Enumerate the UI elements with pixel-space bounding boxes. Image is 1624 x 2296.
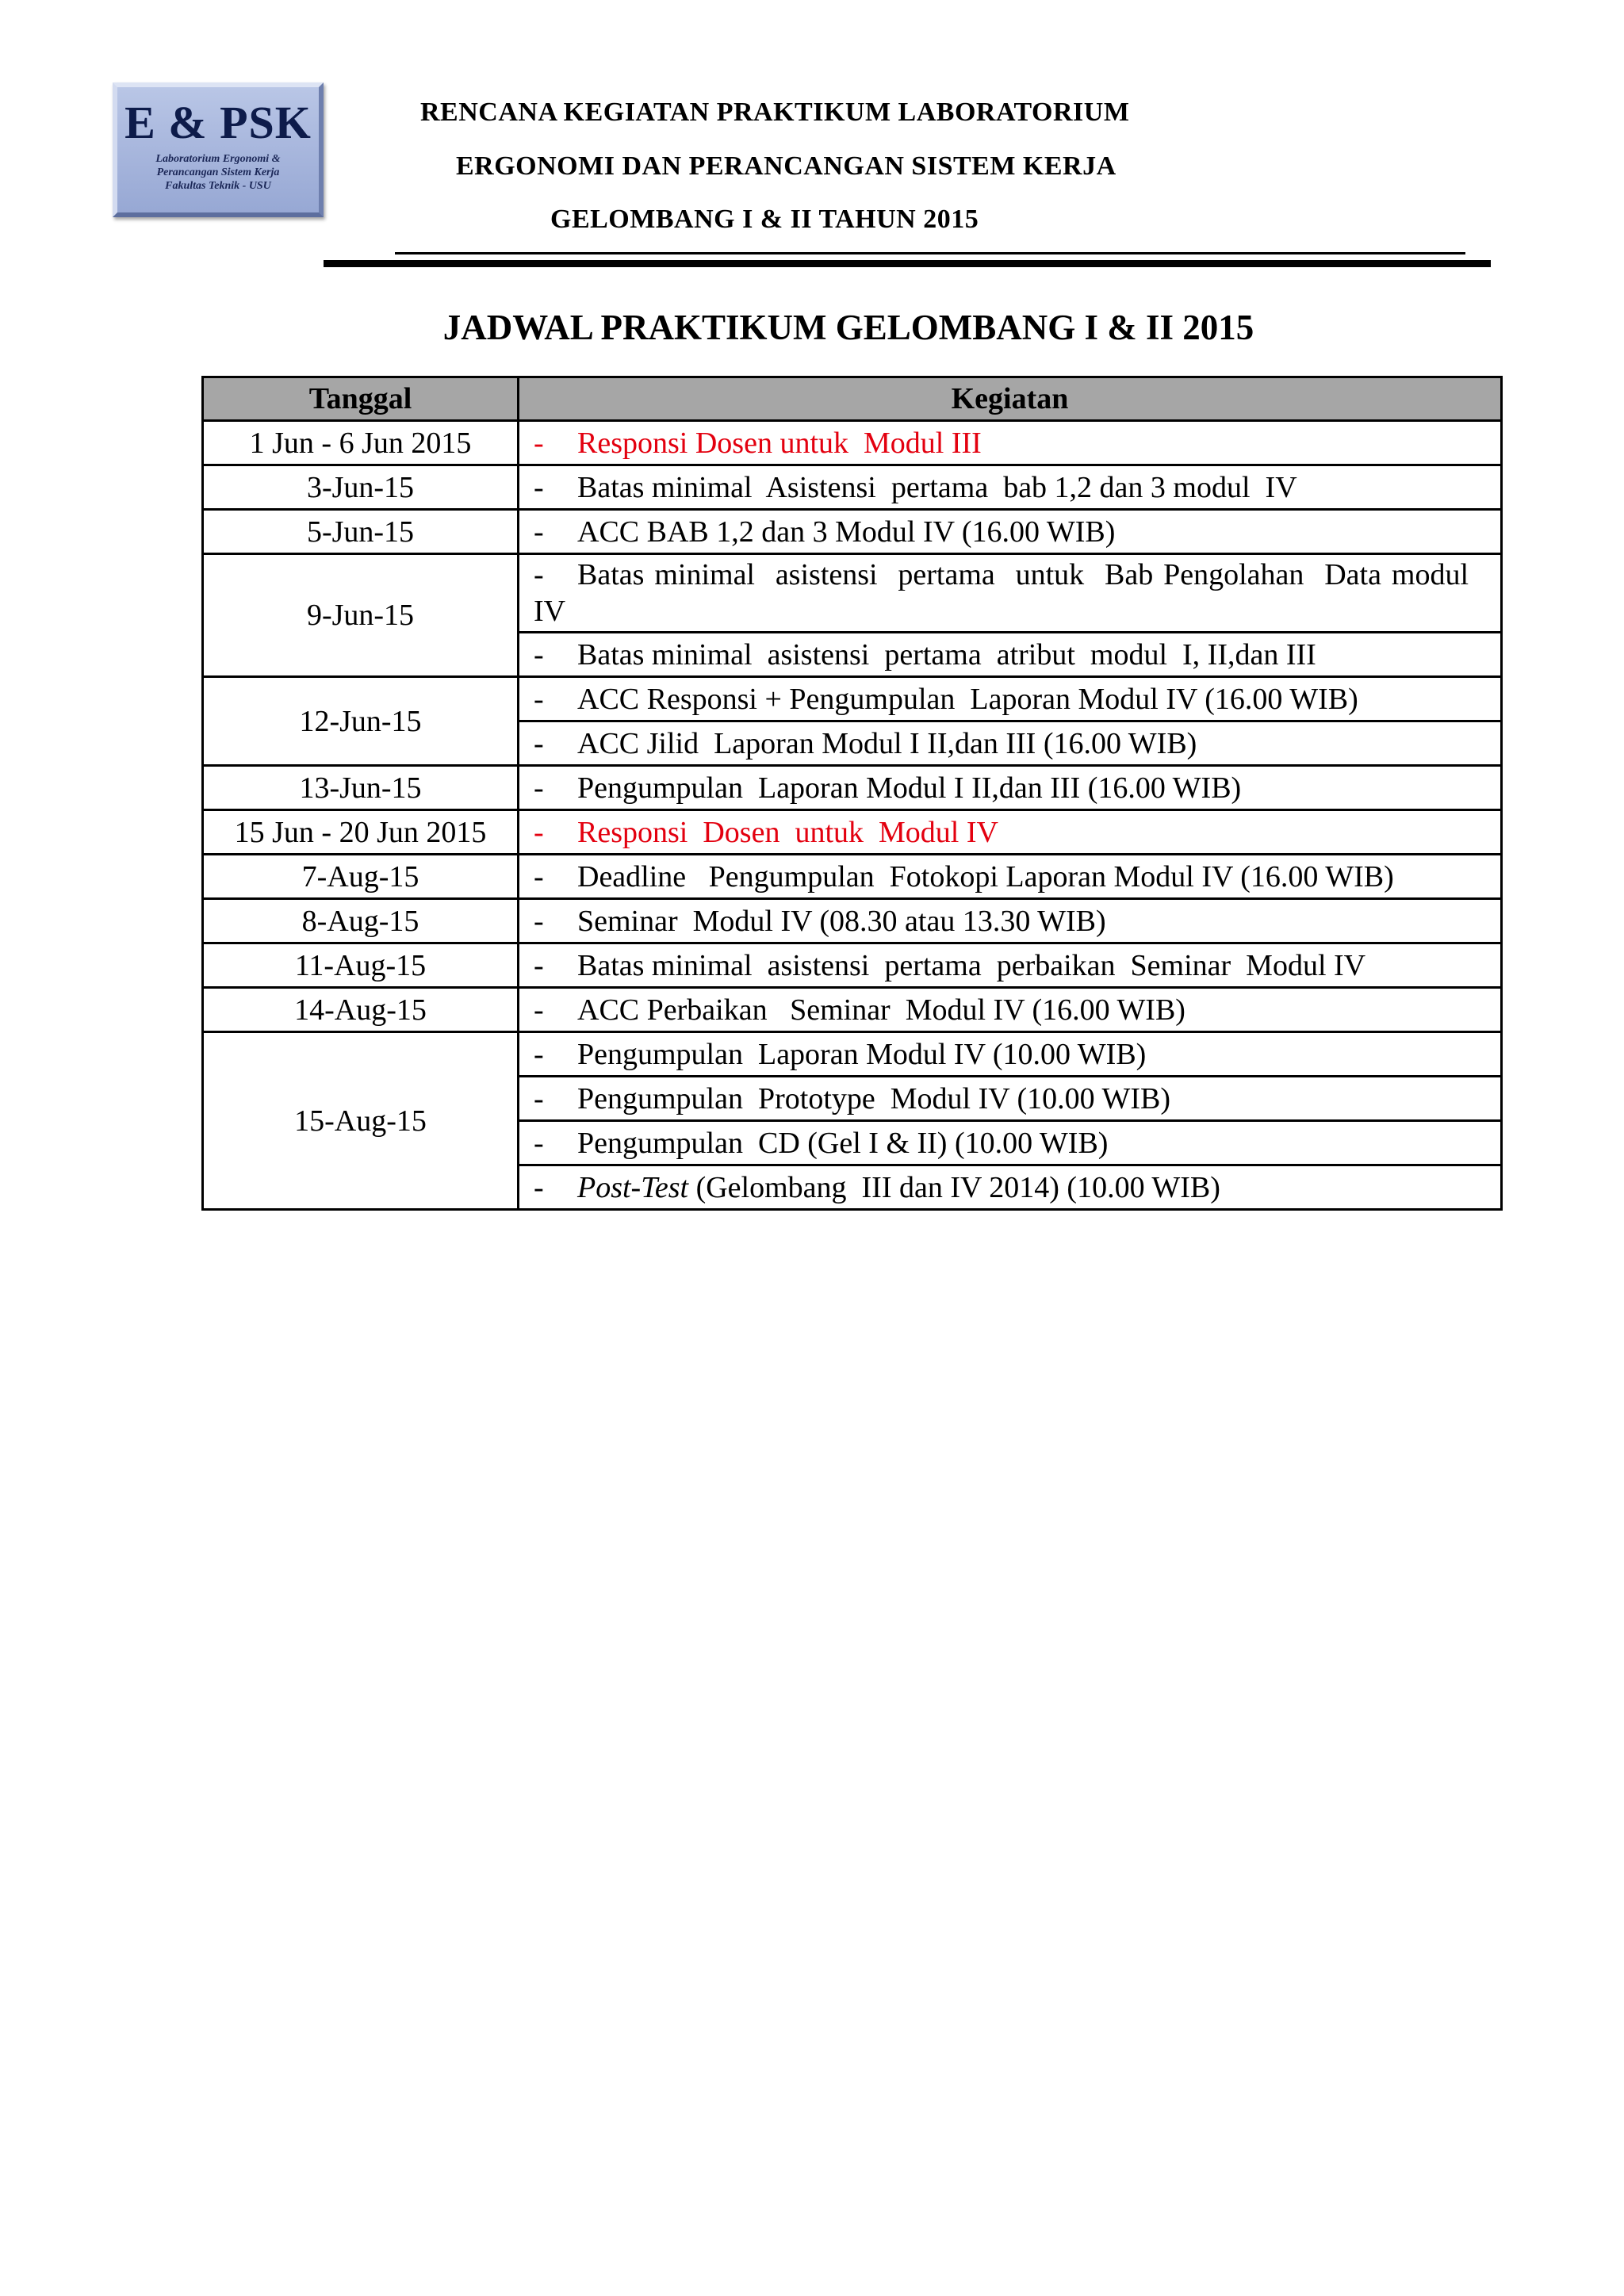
bullet-dash: - bbox=[534, 904, 544, 938]
row-activity bbox=[519, 988, 1502, 1032]
row-date: 11-Aug-15 bbox=[203, 943, 519, 988]
row-activity bbox=[519, 677, 1502, 721]
logo-subtitle bbox=[117, 152, 319, 193]
row-activity bbox=[519, 721, 1502, 766]
table-row bbox=[203, 899, 1502, 943]
bullet-dash: - bbox=[534, 948, 544, 982]
row-activity bbox=[519, 510, 1502, 554]
bullet-dash: - bbox=[534, 637, 544, 672]
table-row bbox=[203, 766, 1502, 810]
column-header-date: Tanggal bbox=[203, 377, 519, 421]
activity-text: Pengumpulan Laporan Modul I II,dan III (16.00 WIB) bbox=[577, 771, 1242, 805]
row-activity bbox=[519, 810, 1502, 855]
row-date: 5-Jun-15 bbox=[203, 510, 519, 554]
schedule-body bbox=[203, 421, 1502, 1210]
bullet-dash: - bbox=[534, 470, 544, 504]
column-header-activity: Kegiatan bbox=[519, 377, 1502, 421]
bullet-dash: - bbox=[534, 859, 544, 894]
logo-title: E & PSK bbox=[124, 97, 312, 148]
bullet-dash: - bbox=[534, 993, 544, 1027]
table-row bbox=[203, 554, 1502, 633]
header-rule-thin bbox=[395, 252, 1465, 254]
activity-text: (Gelombang III dan IV 2014) (10.00 WIB) bbox=[688, 1170, 1220, 1204]
activity-text: Batas minimal asistensi pertama perbaikan Seminar Modul IV bbox=[577, 948, 1366, 982]
table-row bbox=[203, 855, 1502, 899]
bullet-dash: - bbox=[534, 558, 544, 591]
activity-text: Responsi Dosen untuk Modul III bbox=[577, 426, 982, 460]
bullet-dash: - bbox=[534, 1126, 544, 1160]
bullet-dash: - bbox=[534, 771, 544, 805]
table-header-row bbox=[203, 377, 1502, 421]
activity-text: ACC Perbaikan Seminar Modul IV (16.00 WIB) bbox=[577, 993, 1185, 1027]
row-date: 1 Jun - 6 Jun 2015 bbox=[203, 421, 519, 465]
activity-text: Batas minimal Asistensi pertama bab 1,2 dan 3 modul IV bbox=[577, 470, 1297, 504]
row-activity bbox=[519, 943, 1502, 988]
bullet-dash: - bbox=[534, 1081, 544, 1115]
logo-line-3: Fakultas Teknik - USU bbox=[165, 180, 271, 192]
row-date: 15-Aug-15 bbox=[203, 1032, 519, 1210]
table-row bbox=[203, 988, 1502, 1032]
activity-text: Batas minimal asistensi pertama atribut modul I, II,dan III bbox=[577, 637, 1316, 672]
table-row bbox=[203, 943, 1502, 988]
row-activity bbox=[519, 899, 1502, 943]
table-row bbox=[203, 677, 1502, 721]
row-activity bbox=[519, 633, 1502, 677]
row-date: 8-Aug-15 bbox=[203, 899, 519, 943]
bullet-dash: - bbox=[534, 682, 544, 716]
activity-text: Seminar Modul IV (08.30 atau 13.30 WIB) bbox=[577, 904, 1106, 938]
logo-line-1: Laboratorium Ergonomi & bbox=[155, 153, 281, 165]
row-activity bbox=[519, 465, 1502, 510]
activity-italic-text: Post-Test bbox=[577, 1170, 689, 1204]
bullet-dash: - bbox=[534, 1170, 544, 1204]
document-title: JADWAL PRAKTIKUM GELOMBANG I & II 2015 bbox=[442, 308, 1254, 347]
row-date: 12-Jun-15 bbox=[203, 677, 519, 766]
row-activity bbox=[519, 1121, 1502, 1165]
row-activity bbox=[519, 1165, 1502, 1210]
header-rule-thick bbox=[324, 260, 1491, 267]
activity-text: Deadline Pengumpulan Fotokopi Laporan Modul IV (16.00 WIB) bbox=[577, 859, 1394, 894]
bullet-dash: - bbox=[534, 1037, 544, 1071]
lab-logo bbox=[113, 82, 324, 217]
table-row bbox=[203, 421, 1502, 465]
logo-line-2: Perancangan Sistem Kerja bbox=[156, 166, 280, 178]
row-date: 3-Jun-15 bbox=[203, 465, 519, 510]
activity-text: Batas minimal asistensi pertama untuk Bab Pengolahan Data modul IV bbox=[534, 558, 1477, 628]
row-date: 14-Aug-15 bbox=[203, 988, 519, 1032]
activity-text: Pengumpulan CD (Gel I & II) (10.00 WIB) bbox=[577, 1126, 1109, 1160]
row-activity bbox=[519, 554, 1502, 633]
activity-text: ACC BAB 1,2 dan 3 Modul IV (16.00 WIB) bbox=[577, 515, 1116, 549]
activity-text: Pengumpulan Prototype Modul IV (10.00 WIB) bbox=[577, 1081, 1170, 1115]
activity-text: ACC Responsi + Pengumpulan Laporan Modul IV (16.00 WIB) bbox=[577, 682, 1358, 716]
activity-text: Responsi Dosen untuk Modul IV bbox=[577, 815, 998, 849]
activity-text: ACC Jilid Laporan Modul I II,dan III (16.00 WIB) bbox=[577, 726, 1197, 760]
bullet-dash: - bbox=[534, 426, 544, 460]
table-row bbox=[203, 810, 1502, 855]
bullet-dash: - bbox=[534, 726, 544, 760]
row-activity bbox=[519, 766, 1502, 810]
activity-text: Pengumpulan Laporan Modul IV (10.00 WIB) bbox=[577, 1037, 1147, 1071]
row-activity bbox=[519, 421, 1502, 465]
row-date: 9-Jun-15 bbox=[203, 554, 519, 677]
row-date: 7-Aug-15 bbox=[203, 855, 519, 899]
row-activity bbox=[519, 1077, 1502, 1121]
bullet-dash: - bbox=[534, 815, 544, 849]
table-row bbox=[203, 1032, 1502, 1077]
schedule-table bbox=[201, 376, 1503, 1211]
row-date: 13-Jun-15 bbox=[203, 766, 519, 810]
row-activity bbox=[519, 1032, 1502, 1077]
header-line-1: RENCANA KEGIATAN PRAKTIKUM LABORATORIUM bbox=[420, 98, 1130, 127]
table-row bbox=[203, 510, 1502, 554]
header-line-2: ERGONOMI DAN PERANCANGAN SISTEM KERJA bbox=[456, 151, 1116, 181]
bullet-dash: - bbox=[534, 515, 544, 549]
row-activity bbox=[519, 855, 1502, 899]
row-date: 15 Jun - 20 Jun 2015 bbox=[203, 810, 519, 855]
header-line-3: GELOMBANG I & II TAHUN 2015 bbox=[550, 205, 979, 234]
table-row bbox=[203, 465, 1502, 510]
